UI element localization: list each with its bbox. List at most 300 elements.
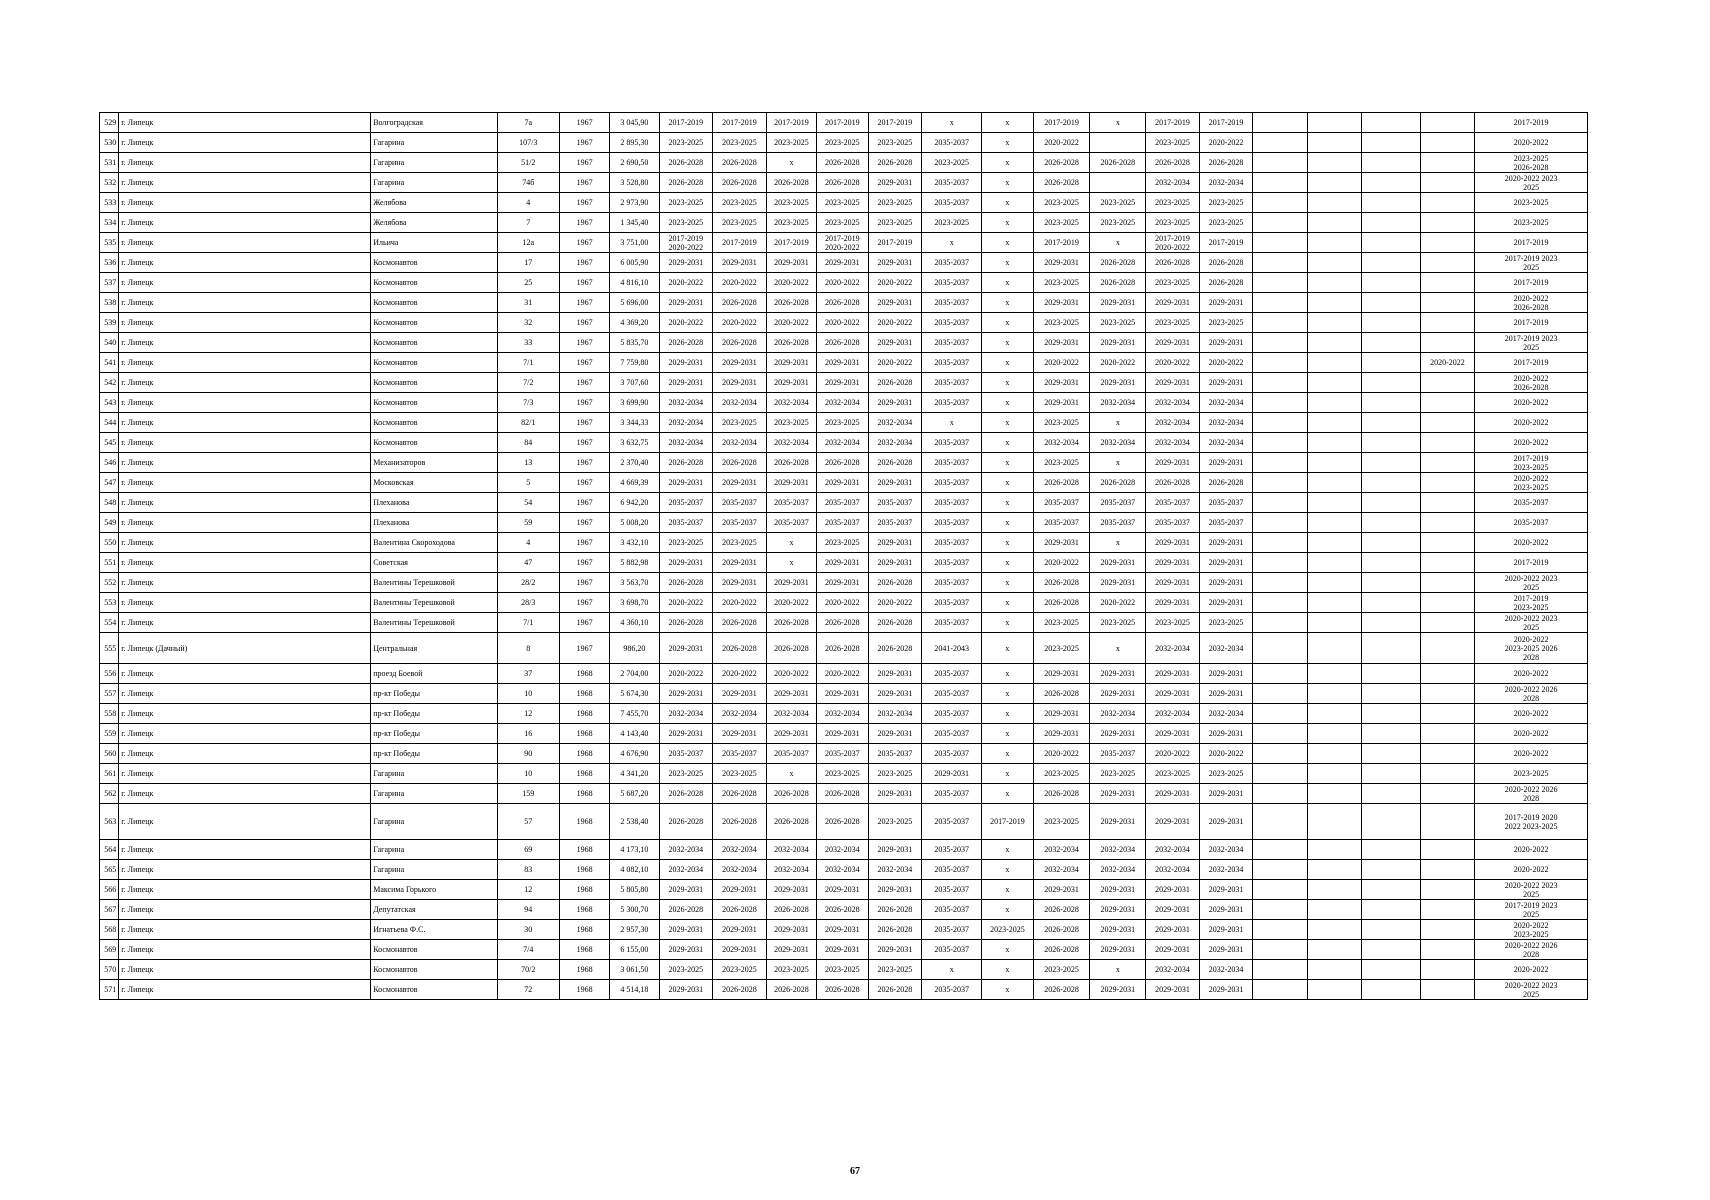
cell-period-1: 2026-2028	[659, 804, 713, 840]
cell-settlement: г. Липецк	[119, 980, 371, 1000]
cell-period-9: 2026-2028	[1090, 153, 1146, 173]
cell-period-3: 2032-2034	[766, 840, 816, 860]
cell-street: Гагарина	[371, 784, 498, 804]
cell-period-2: 2026-2028	[713, 804, 767, 840]
cell-period-4: 2023-2025	[817, 213, 868, 233]
cell-period-2: 2029-2031	[713, 880, 767, 900]
cell-street: Гагарина	[371, 764, 498, 784]
cell-period-1: 2026-2028	[659, 333, 713, 353]
cell-period-13	[1308, 433, 1362, 453]
cell-period-summary: 2035-2037	[1475, 493, 1588, 513]
table-row	[100, 960, 1588, 980]
cell-period-6: 2035-2037	[922, 664, 982, 684]
cell-period-4: 2023-2025	[817, 764, 868, 784]
cell-street: проезд Боевой	[371, 664, 498, 684]
cell-period-7: х	[982, 784, 1033, 804]
cell-period-1: 2026-2028	[659, 784, 713, 804]
cell-build-year: 1967	[559, 133, 609, 153]
cell-period-6: 2035-2037	[922, 684, 982, 704]
cell-period-11: 2023-2025	[1199, 193, 1253, 213]
cell-period-summary: 2017-2019 2023-2025	[1475, 593, 1588, 613]
cell-period-2: 2020-2022	[713, 313, 767, 333]
cell-period-8: 2029-2031	[1033, 880, 1090, 900]
cell-street: Волгоградская	[371, 113, 498, 133]
cell-period-2: 2020-2022	[713, 664, 767, 684]
cell-period-8: 2026-2028	[1033, 593, 1090, 613]
cell-period-8: 2026-2028	[1033, 173, 1090, 193]
cell-build-year: 1967	[559, 333, 609, 353]
cell-settlement: г. Липецк	[119, 784, 371, 804]
cell-period-1: 2032-2034	[659, 393, 713, 413]
cell-period-12	[1253, 880, 1308, 900]
cell-period-6: 2035-2037	[922, 940, 982, 960]
cell-area: 2 704,00	[610, 664, 659, 684]
cell-period-5: 2035-2037	[868, 493, 922, 513]
cell-area: 2 973,90	[610, 193, 659, 213]
cell-period-6: 2035-2037	[922, 533, 982, 553]
cell-area: 3 563,70	[610, 573, 659, 593]
cell-period-2: 2032-2034	[713, 860, 767, 880]
cell-period-3: 2023-2025	[766, 413, 816, 433]
cell-period-4: 2020-2022	[817, 273, 868, 293]
cell-period-11: 2032-2034	[1199, 960, 1253, 980]
cell-period-summary: 2020-2022	[1475, 860, 1588, 880]
cell-settlement: г. Липецк	[119, 704, 371, 724]
cell-period-9: 2023-2025	[1090, 313, 1146, 333]
cell-period-8: 2020-2022	[1033, 353, 1090, 373]
cell-period-6: 2035-2037	[922, 333, 982, 353]
cell-build-year: 1968	[559, 804, 609, 840]
table-row	[100, 784, 1588, 804]
cell-period-summary: 2020-2022 2023 2025	[1475, 573, 1588, 593]
cell-period-13	[1308, 804, 1362, 840]
cell-period-10: 2023-2025	[1146, 213, 1200, 233]
cell-period-4: 2026-2028	[817, 980, 868, 1000]
cell-period-8: 2026-2028	[1033, 980, 1090, 1000]
cell-period-2: 2032-2034	[713, 704, 767, 724]
cell-period-11: 2032-2034	[1199, 860, 1253, 880]
cell-period-8: 2035-2037	[1033, 513, 1090, 533]
cell-period-1: 2029-2031	[659, 373, 713, 393]
cell-period-15	[1420, 153, 1475, 173]
cell-house-number: 10	[497, 764, 559, 784]
cell-period-12	[1253, 493, 1308, 513]
cell-period-11: 2029-2031	[1199, 920, 1253, 940]
cell-period-15	[1420, 373, 1475, 393]
cell-period-10: 2032-2034	[1146, 633, 1200, 664]
cell-period-15	[1420, 613, 1475, 633]
cell-period-8: 2023-2025	[1033, 273, 1090, 293]
cell-period-15	[1420, 960, 1475, 980]
cell-period-12	[1253, 353, 1308, 373]
cell-period-4: 2029-2031	[817, 684, 868, 704]
cell-period-6: 2035-2037	[922, 393, 982, 413]
cell-period-summary: 2020-2022 2023 2025	[1475, 880, 1588, 900]
cell-house-number: 30	[497, 920, 559, 940]
cell-period-13	[1308, 353, 1362, 373]
cell-street: Плеханова	[371, 493, 498, 513]
cell-area: 3 061,50	[610, 960, 659, 980]
cell-period-9: 2029-2031	[1090, 724, 1146, 744]
cell-period-15	[1420, 900, 1475, 920]
cell-period-10: 2029-2031	[1146, 664, 1200, 684]
cell-period-13	[1308, 393, 1362, 413]
cell-period-8: 2020-2022	[1033, 744, 1090, 764]
cell-row-number: 566	[100, 880, 119, 900]
cell-period-11: 2026-2028	[1199, 473, 1253, 493]
cell-period-9: х	[1090, 113, 1146, 133]
cell-period-5: 2029-2031	[868, 784, 922, 804]
cell-period-15: 2020-2022	[1420, 353, 1475, 373]
cell-period-3: 2023-2025	[766, 133, 816, 153]
cell-street: Желябова	[371, 213, 498, 233]
cell-house-number: 37	[497, 664, 559, 684]
cell-period-14	[1361, 724, 1420, 744]
cell-period-12	[1253, 764, 1308, 784]
cell-period-13	[1308, 573, 1362, 593]
cell-period-10: 2029-2031	[1146, 880, 1200, 900]
cell-period-5: 2026-2028	[868, 980, 922, 1000]
cell-period-2: 2026-2028	[713, 980, 767, 1000]
cell-row-number: 539	[100, 313, 119, 333]
cell-period-1: 2029-2031	[659, 940, 713, 960]
cell-period-3: 2026-2028	[766, 980, 816, 1000]
cell-row-number: 536	[100, 253, 119, 273]
cell-period-13	[1308, 533, 1362, 553]
cell-period-5: 2020-2022	[868, 313, 922, 333]
cell-period-13	[1308, 553, 1362, 573]
cell-period-10: 2029-2031	[1146, 784, 1200, 804]
cell-period-11: 2029-2031	[1199, 293, 1253, 313]
table-row	[100, 413, 1588, 433]
cell-period-11: 2029-2031	[1199, 664, 1253, 684]
cell-street: Космонавтов	[371, 253, 498, 273]
cell-period-15	[1420, 113, 1475, 133]
cell-area: 2 370,40	[610, 453, 659, 473]
cell-period-2: 2029-2031	[713, 920, 767, 940]
cell-build-year: 1968	[559, 860, 609, 880]
cell-period-4: 2026-2028	[817, 173, 868, 193]
cell-period-14	[1361, 333, 1420, 353]
cell-settlement: г. Липецк	[119, 313, 371, 333]
cell-period-6: 2023-2025	[922, 153, 982, 173]
cell-house-number: 32	[497, 313, 559, 333]
cell-period-7: х	[982, 684, 1033, 704]
cell-period-2: 2023-2025	[713, 960, 767, 980]
cell-period-12	[1253, 704, 1308, 724]
cell-row-number: 554	[100, 613, 119, 633]
cell-period-5: 2029-2031	[868, 253, 922, 273]
cell-period-12	[1253, 253, 1308, 273]
cell-period-12	[1253, 233, 1308, 253]
table-row	[100, 453, 1588, 473]
cell-period-14	[1361, 804, 1420, 840]
cell-period-12	[1253, 113, 1308, 133]
cell-period-13	[1308, 900, 1362, 920]
cell-settlement: г. Липецк (Дачный)	[119, 633, 371, 664]
cell-period-4: 2035-2037	[817, 744, 868, 764]
cell-period-9: 2029-2031	[1090, 980, 1146, 1000]
cell-period-6: х	[922, 413, 982, 433]
cell-area: 5 687,20	[610, 784, 659, 804]
cell-period-11: 2029-2031	[1199, 804, 1253, 840]
table-row	[100, 724, 1588, 744]
cell-period-5: 2032-2034	[868, 433, 922, 453]
cell-period-8: 2032-2034	[1033, 433, 1090, 453]
table-row	[100, 133, 1588, 153]
cell-build-year: 1967	[559, 393, 609, 413]
cell-period-15	[1420, 684, 1475, 704]
cell-period-15	[1420, 704, 1475, 724]
cell-period-5: 2026-2028	[868, 573, 922, 593]
table-row	[100, 704, 1588, 724]
cell-period-summary: 2017-2019	[1475, 233, 1588, 253]
cell-period-15	[1420, 333, 1475, 353]
cell-period-4: 2032-2034	[817, 840, 868, 860]
cell-period-13	[1308, 513, 1362, 533]
cell-period-7: х	[982, 533, 1033, 553]
cell-period-12	[1253, 333, 1308, 353]
cell-period-summary: 2020-2022 2026-2028	[1475, 293, 1588, 313]
cell-house-number: 5	[497, 473, 559, 493]
cell-period-7: х	[982, 353, 1033, 373]
table-row	[100, 900, 1588, 920]
cell-build-year: 1967	[559, 113, 609, 133]
cell-house-number: 59	[497, 513, 559, 533]
cell-period-3: 2029-2031	[766, 573, 816, 593]
cell-area: 5 008,20	[610, 513, 659, 533]
cell-period-6: 2035-2037	[922, 724, 982, 744]
cell-period-2: 2029-2031	[713, 253, 767, 273]
cell-build-year: 1967	[559, 173, 609, 193]
cell-area: 4 514,18	[610, 980, 659, 1000]
table-row	[100, 533, 1588, 553]
cell-period-6: 2035-2037	[922, 313, 982, 333]
cell-area: 3 432,10	[610, 533, 659, 553]
cell-settlement: г. Липецк	[119, 860, 371, 880]
cell-period-4: 2029-2031	[817, 373, 868, 393]
cell-period-5: 2035-2037	[868, 744, 922, 764]
cell-period-15	[1420, 313, 1475, 333]
cell-period-3: 2026-2028	[766, 784, 816, 804]
cell-period-12	[1253, 393, 1308, 413]
cell-period-9: х	[1090, 960, 1146, 980]
cell-period-7: х	[982, 664, 1033, 684]
cell-build-year: 1967	[559, 213, 609, 233]
cell-period-3: 2020-2022	[766, 273, 816, 293]
cell-period-2: 2026-2028	[713, 633, 767, 664]
cell-period-10: 2032-2034	[1146, 840, 1200, 860]
cell-settlement: г. Липецк	[119, 533, 371, 553]
cell-period-6: 2035-2037	[922, 860, 982, 880]
cell-house-number: 7	[497, 213, 559, 233]
cell-period-1: 2026-2028	[659, 453, 713, 473]
cell-house-number: 51/2	[497, 153, 559, 173]
table-row	[100, 193, 1588, 213]
cell-period-2: 2035-2037	[713, 513, 767, 533]
table-row	[100, 764, 1588, 784]
cell-house-number: 25	[497, 273, 559, 293]
cell-period-summary: 2020-2022 2023 2025	[1475, 613, 1588, 633]
cell-period-4: 2026-2028	[817, 333, 868, 353]
cell-period-6: 2035-2037	[922, 433, 982, 453]
cell-build-year: 1967	[559, 493, 609, 513]
cell-period-9: 2023-2025	[1090, 193, 1146, 213]
cell-period-8: 2029-2031	[1033, 704, 1090, 724]
cell-period-8: 2023-2025	[1033, 213, 1090, 233]
cell-street: Механизаторов	[371, 453, 498, 473]
cell-period-4: 2020-2022	[817, 664, 868, 684]
cell-area: 5 696,00	[610, 293, 659, 313]
cell-period-5: 2026-2028	[868, 900, 922, 920]
cell-build-year: 1968	[559, 920, 609, 940]
cell-period-5: 2017-2019	[868, 233, 922, 253]
cell-build-year: 1967	[559, 193, 609, 213]
cell-period-10: 2020-2022	[1146, 353, 1200, 373]
cell-street: Космонавтов	[371, 980, 498, 1000]
cell-period-5: 2026-2028	[868, 920, 922, 940]
cell-street: Московская	[371, 473, 498, 493]
cell-period-13	[1308, 313, 1362, 333]
cell-period-8: 2029-2031	[1033, 253, 1090, 273]
cell-period-8: 2026-2028	[1033, 153, 1090, 173]
cell-area: 6 942,20	[610, 493, 659, 513]
cell-period-3: 2026-2028	[766, 333, 816, 353]
cell-period-5: 2032-2034	[868, 860, 922, 880]
cell-period-4: 2023-2025	[817, 960, 868, 980]
cell-row-number: 556	[100, 664, 119, 684]
cell-period-13	[1308, 233, 1362, 253]
cell-period-7: х	[982, 764, 1033, 784]
cell-period-8: 2029-2031	[1033, 333, 1090, 353]
table-row	[100, 573, 1588, 593]
cell-period-11: 2023-2025	[1199, 764, 1253, 784]
cell-period-4: 2035-2037	[817, 493, 868, 513]
cell-period-12	[1253, 293, 1308, 313]
cell-period-13	[1308, 413, 1362, 433]
cell-row-number: 557	[100, 684, 119, 704]
cell-period-6: 2035-2037	[922, 513, 982, 533]
cell-period-summary: 2020-2022	[1475, 744, 1588, 764]
table-row	[100, 313, 1588, 333]
cell-period-15	[1420, 293, 1475, 313]
cell-period-12	[1253, 840, 1308, 860]
cell-period-9: 2020-2022	[1090, 353, 1146, 373]
cell-period-9: 2029-2031	[1090, 900, 1146, 920]
cell-period-12	[1253, 473, 1308, 493]
cell-period-13	[1308, 940, 1362, 960]
cell-period-8: 2023-2025	[1033, 633, 1090, 664]
cell-period-11: 2029-2031	[1199, 980, 1253, 1000]
cell-settlement: г. Липецк	[119, 960, 371, 980]
cell-area: 3 632,75	[610, 433, 659, 453]
cell-period-3: 2023-2025	[766, 193, 816, 213]
cell-period-2: 2026-2028	[713, 784, 767, 804]
cell-period-9: 2029-2031	[1090, 880, 1146, 900]
cell-period-3: 2020-2022	[766, 664, 816, 684]
cell-street: Плеханова	[371, 513, 498, 533]
cell-period-11: 2032-2034	[1199, 633, 1253, 664]
cell-settlement: г. Липецк	[119, 293, 371, 313]
cell-period-2: 2017-2019	[713, 113, 767, 133]
table-row	[100, 633, 1588, 664]
cell-period-3: 2029-2031	[766, 724, 816, 744]
cell-street: Космонавтов	[371, 353, 498, 373]
cell-period-5: 2029-2031	[868, 393, 922, 413]
cell-period-1: 2023-2025	[659, 213, 713, 233]
cell-period-4: 2029-2031	[817, 724, 868, 744]
cell-period-11: 2029-2031	[1199, 453, 1253, 473]
cell-period-1: 2029-2031	[659, 724, 713, 744]
cell-period-8: 2023-2025	[1033, 804, 1090, 840]
cell-row-number: 563	[100, 804, 119, 840]
cell-period-9: 2029-2031	[1090, 684, 1146, 704]
cell-row-number: 559	[100, 724, 119, 744]
cell-period-14	[1361, 880, 1420, 900]
cell-period-7: х	[982, 113, 1033, 133]
cell-period-10: 2032-2034	[1146, 173, 1200, 193]
table-row	[100, 473, 1588, 493]
cell-build-year: 1967	[559, 253, 609, 273]
cell-period-12	[1253, 513, 1308, 533]
cell-period-1: 2029-2031	[659, 920, 713, 940]
cell-period-1: 2023-2025	[659, 193, 713, 213]
cell-period-summary: 2020-2022	[1475, 133, 1588, 153]
cell-street: пр-кт Победы	[371, 744, 498, 764]
cell-period-summary: 2020-2022	[1475, 724, 1588, 744]
cell-settlement: г. Липецк	[119, 593, 371, 613]
cell-period-6: 2035-2037	[922, 473, 982, 493]
table-row	[100, 173, 1588, 193]
cell-period-summary: 2020-2022	[1475, 664, 1588, 684]
cell-period-12	[1253, 633, 1308, 664]
cell-period-14	[1361, 213, 1420, 233]
cell-period-3: 2026-2028	[766, 613, 816, 633]
cell-row-number: 552	[100, 573, 119, 593]
cell-build-year: 1967	[559, 433, 609, 453]
cell-settlement: г. Липецк	[119, 513, 371, 533]
cell-period-13	[1308, 273, 1362, 293]
cell-period-6: 2035-2037	[922, 173, 982, 193]
cell-period-10: 2023-2025	[1146, 313, 1200, 333]
cell-period-5: 2029-2031	[868, 684, 922, 704]
table-row	[100, 253, 1588, 273]
cell-period-2: 2029-2031	[713, 473, 767, 493]
cell-period-12	[1253, 784, 1308, 804]
cell-row-number: 564	[100, 840, 119, 860]
cell-period-10: 2029-2031	[1146, 900, 1200, 920]
cell-settlement: г. Липецк	[119, 453, 371, 473]
cell-period-1: 2032-2034	[659, 413, 713, 433]
cell-period-14	[1361, 393, 1420, 413]
cell-period-9: 2035-2037	[1090, 744, 1146, 764]
table-row	[100, 213, 1588, 233]
cell-street: Советская	[371, 553, 498, 573]
cell-period-11: 2029-2031	[1199, 533, 1253, 553]
cell-period-10: 2029-2031	[1146, 453, 1200, 473]
cell-house-number: 7/4	[497, 940, 559, 960]
cell-period-5: 2026-2028	[868, 633, 922, 664]
table-row	[100, 880, 1588, 900]
cell-build-year: 1967	[559, 353, 609, 373]
cell-period-12	[1253, 593, 1308, 613]
cell-period-6: 2035-2037	[922, 840, 982, 860]
cell-period-summary: 2020-2022	[1475, 840, 1588, 860]
cell-period-8: 2023-2025	[1033, 960, 1090, 980]
cell-settlement: г. Липецк	[119, 940, 371, 960]
cell-period-14	[1361, 253, 1420, 273]
cell-period-6: 2035-2037	[922, 553, 982, 573]
